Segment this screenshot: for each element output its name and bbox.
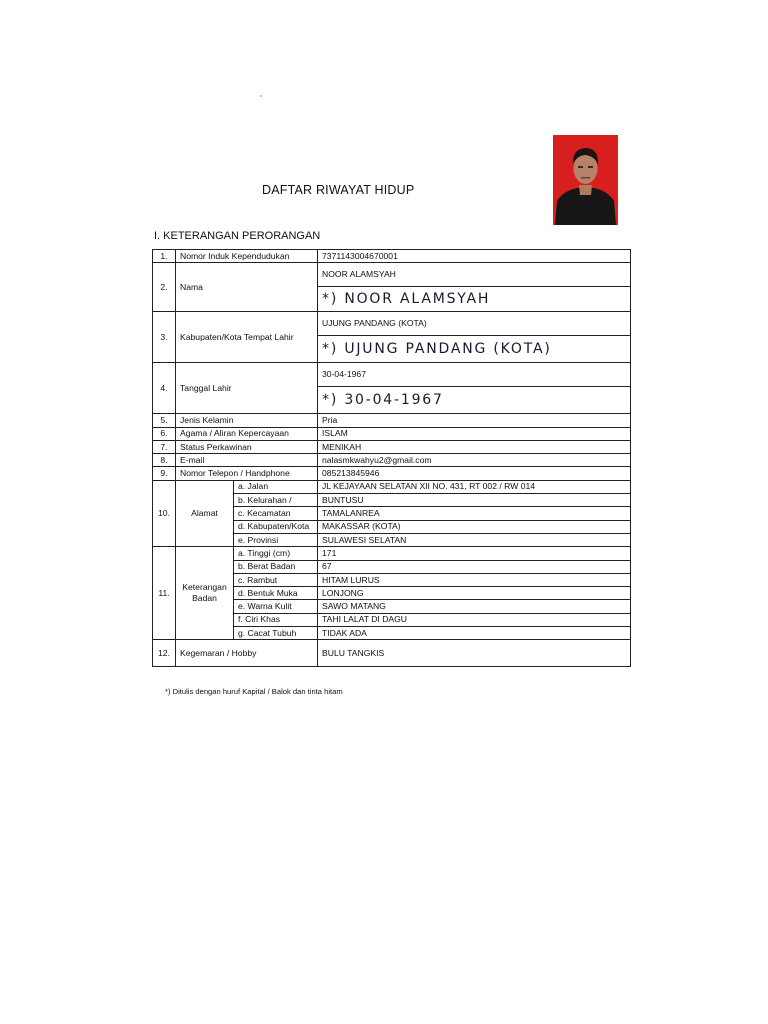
table-row <box>153 467 631 480</box>
sub-field-label: c. Kecamatan <box>234 507 318 520</box>
row-number: 12. <box>153 640 176 667</box>
sub-field-label: e. Warna Kulit <box>234 600 318 613</box>
sub-field-label: f. Ciri Khas <box>234 613 318 626</box>
sub-field-label: b. Berat Badan <box>234 560 318 573</box>
field-value: ISLAM <box>318 427 631 440</box>
document-title: DAFTAR RIWAYAT HIDUP <box>262 183 415 197</box>
footnote: *) Ditulis dengan huruf Kapital / Balok dan tinta hitam <box>165 687 343 696</box>
field-value: TIDAK ADA <box>318 627 631 640</box>
table-row <box>153 312 631 336</box>
sub-field-label: b. Kelurahan / <box>234 494 318 507</box>
field-value: SULAWESI SELATAN <box>318 533 631 546</box>
field-label: Nomor Induk Kependudukan <box>176 250 318 263</box>
field-label: Status Perkawinan <box>176 440 318 453</box>
passport-photo <box>553 135 618 225</box>
field-label: Nomor Telepon / Handphone <box>176 467 318 480</box>
field-value: SAWO MATANG <box>318 600 631 613</box>
table-row <box>153 427 631 440</box>
handwritten-value: *) NOOR ALAMSYAH <box>318 287 631 312</box>
field-value: Pria <box>318 414 631 427</box>
sub-field-label: e. Provinsi <box>234 533 318 546</box>
field-label: Jenis Kelamin <box>176 414 318 427</box>
field-value: nalasmkwahyu2@gmail.com <box>318 454 631 467</box>
field-value: 171 <box>318 547 631 560</box>
row-number: 6. <box>153 427 176 440</box>
table-row <box>153 263 631 287</box>
field-label: Kegemaran / Hobby <box>176 640 318 667</box>
field-label: Nama <box>176 263 318 312</box>
section-heading: I. KETERANGAN PERORANGAN <box>154 230 321 242</box>
table-row <box>153 640 631 667</box>
row-number: 4. <box>153 363 176 414</box>
field-value: 7371143004670001 <box>318 250 631 263</box>
scan-speck <box>260 95 262 97</box>
field-value: TAMALANREA <box>318 507 631 520</box>
table-row <box>153 547 631 560</box>
field-value: TAHI LALAT DI DAGU <box>318 613 631 626</box>
table-row <box>153 454 631 467</box>
personal-data-table <box>152 249 631 667</box>
field-value: 085213845946 <box>318 467 631 480</box>
row-number: 3. <box>153 312 176 363</box>
sub-field-label: d. Kabupaten/Kota <box>234 520 318 533</box>
table-row <box>153 250 631 263</box>
row-number: 10. <box>153 480 176 546</box>
row-number: 5. <box>153 414 176 427</box>
field-value: MENIKAH <box>318 440 631 453</box>
row-number: 2. <box>153 263 176 312</box>
field-value: BUNTUSU <box>318 494 631 507</box>
field-value: UJUNG PANDANG (KOTA) <box>318 312 631 336</box>
table-row <box>153 414 631 427</box>
field-value: 67 <box>318 560 631 573</box>
field-value: HITAM LURUS <box>318 573 631 586</box>
handwritten-value: *) UJUNG PANDANG (KOTA) <box>318 336 631 363</box>
sub-field-label: a. Jalan <box>234 480 318 493</box>
field-label: E-mail <box>176 454 318 467</box>
field-label: Agama / Aliran Kepercayaan <box>176 427 318 440</box>
row-number: 1. <box>153 250 176 263</box>
field-label-line: Keterangan <box>182 582 227 593</box>
field-value: JL KEJAYAAN SELATAN XII NO. 431, RT 002 / RW 014 <box>318 480 631 493</box>
field-value: 30-04-1967 <box>318 363 631 387</box>
field-label-line: Badan <box>192 593 217 604</box>
row-number: 11. <box>153 547 176 640</box>
field-label: Tanggal Lahir <box>176 363 318 414</box>
field-value: LONJONG <box>318 587 631 600</box>
row-number: 7. <box>153 440 176 453</box>
row-number: 8. <box>153 454 176 467</box>
table-row <box>153 440 631 453</box>
sub-field-label: a. Tinggi (cm) <box>234 547 318 560</box>
field-value: BULU TANGKIS <box>318 640 631 667</box>
table-row <box>153 363 631 387</box>
table-row <box>153 480 631 493</box>
sub-field-label: d. Bentuk Muka <box>234 587 318 600</box>
field-value: MAKASSAR (KOTA) <box>318 520 631 533</box>
field-value: NOOR ALAMSYAH <box>318 263 631 287</box>
field-label <box>176 547 234 640</box>
field-label: Kabupaten/Kota Tempat Lahir <box>176 312 318 363</box>
handwritten-value: *) 30-04-1967 <box>318 387 631 414</box>
field-label: Alamat <box>176 480 234 546</box>
row-number: 9. <box>153 467 176 480</box>
sub-field-label: g. Cacat Tubuh <box>234 627 318 640</box>
sub-field-label: c. Rambut <box>234 573 318 586</box>
